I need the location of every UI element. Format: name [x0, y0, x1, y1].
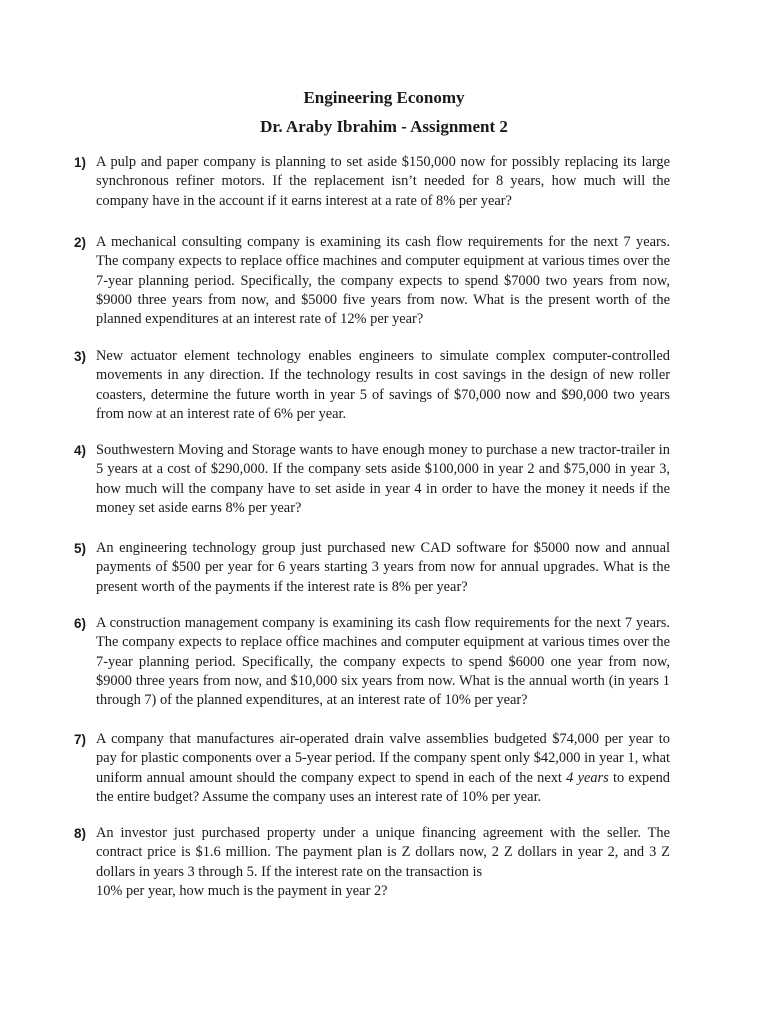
- question-number: 6): [74, 616, 87, 631]
- question-text: [96, 730, 670, 807]
- question-text-part: A company that manufactures air-operated drain valve assemblies budgeted $74,000 per year to pay for plastic components over a 5-year period. If the company spent only $42,000 in year 1, what uniform annual amount should the company expect to spend in each of the next: [96, 731, 670, 786]
- question-number: 1): [74, 155, 87, 170]
- document-subtitle: Dr. Araby Ibrahim - Assignment 2: [260, 117, 508, 136]
- question-number: 5): [74, 541, 87, 556]
- question-number: 4): [74, 443, 87, 458]
- question-text-continued: 10% per year, how much is the payment in year 2?: [96, 882, 388, 899]
- question-text: An engineering technology group just purchased new CAD software for $5000 now and annual payments of $500 per year for 6 years starting 3 years from now for annual upgrades. What is the present worth of the payments if the interest rate is 8% per year?: [96, 540, 670, 595]
- question-3: [74, 347, 670, 424]
- question-4: [74, 441, 670, 518]
- question-number: 2): [74, 235, 87, 250]
- question-8: [74, 824, 670, 901]
- question-number: 8): [74, 826, 87, 841]
- question-5: [74, 539, 670, 597]
- question-text-emphasis: 4 years: [566, 769, 609, 786]
- question-6: [74, 614, 670, 710]
- question-number: 3): [74, 349, 87, 364]
- question-text-part: to expend the entire budget? Assume the company uses an interest rate of 10% per year.: [96, 769, 670, 805]
- question-text: New actuator element technology enables engineers to simulate complex computer-controlled movements in any direction. If the technology results in cost savings in the design of new roller coasters, determine the future worth in year 5 of savings of $70,000 now and $90,000 two years from now at an interest rate of 6% per year.: [96, 348, 670, 422]
- question-1: [74, 153, 670, 211]
- question-text: A mechanical consulting company is examining its cash flow requirements for the next 7 years. The company expects to replace office machines and computer equipment at various times over the 7-year planning period. Specifically, the company expects to spend $7000 two years from now, $9000 three years from now, and $5000 five years from now. What is the present worth of the planned expenditures at an interest rate of 12% per year?: [96, 234, 670, 328]
- question-7: [74, 730, 670, 807]
- question-text: Southwestern Moving and Storage wants to have enough money to purchase a new tractor-trailer in 5 years at a cost of $290,000. If the company sets aside $100,000 in year 2 and $75,000 in year 3, how much will the company have to set aside in year 4 in order to have the money it needs if the money set aside earns 8% per year?: [96, 442, 670, 516]
- question-text: A construction management company is examining its cash flow requirements for the next 7 years. The company expects to replace office machines and computer equipment at various times over the 7-year planning period. Specifically, the company expects to spend $6000 one year from now, $9000 three years from now, and $10,000 six years from now. What is the annual worth (in years 1 through 7) of the planned expenditures, at an interest rate of 10% per year?: [96, 615, 670, 709]
- question-text: An investor just purchased property under a unique financing agreement with the seller. The contract price is $1.6 million. The payment plan is Z dollars now, 2 Z dollars in year 2, and 3 Z dollars in years 3 through 5. If the interest rate on the transaction is: [96, 825, 670, 880]
- question-text: A pulp and paper company is planning to set aside $150,000 now for possibly replacing its large synchronous refiner motors. If the replacement isn’t needed for 8 years, how much will the company have in the account if it earns interest at a rate of 8% per year?: [96, 154, 670, 209]
- question-2: [74, 233, 670, 329]
- document-title: Engineering Economy: [303, 88, 465, 107]
- question-number: 7): [74, 732, 87, 747]
